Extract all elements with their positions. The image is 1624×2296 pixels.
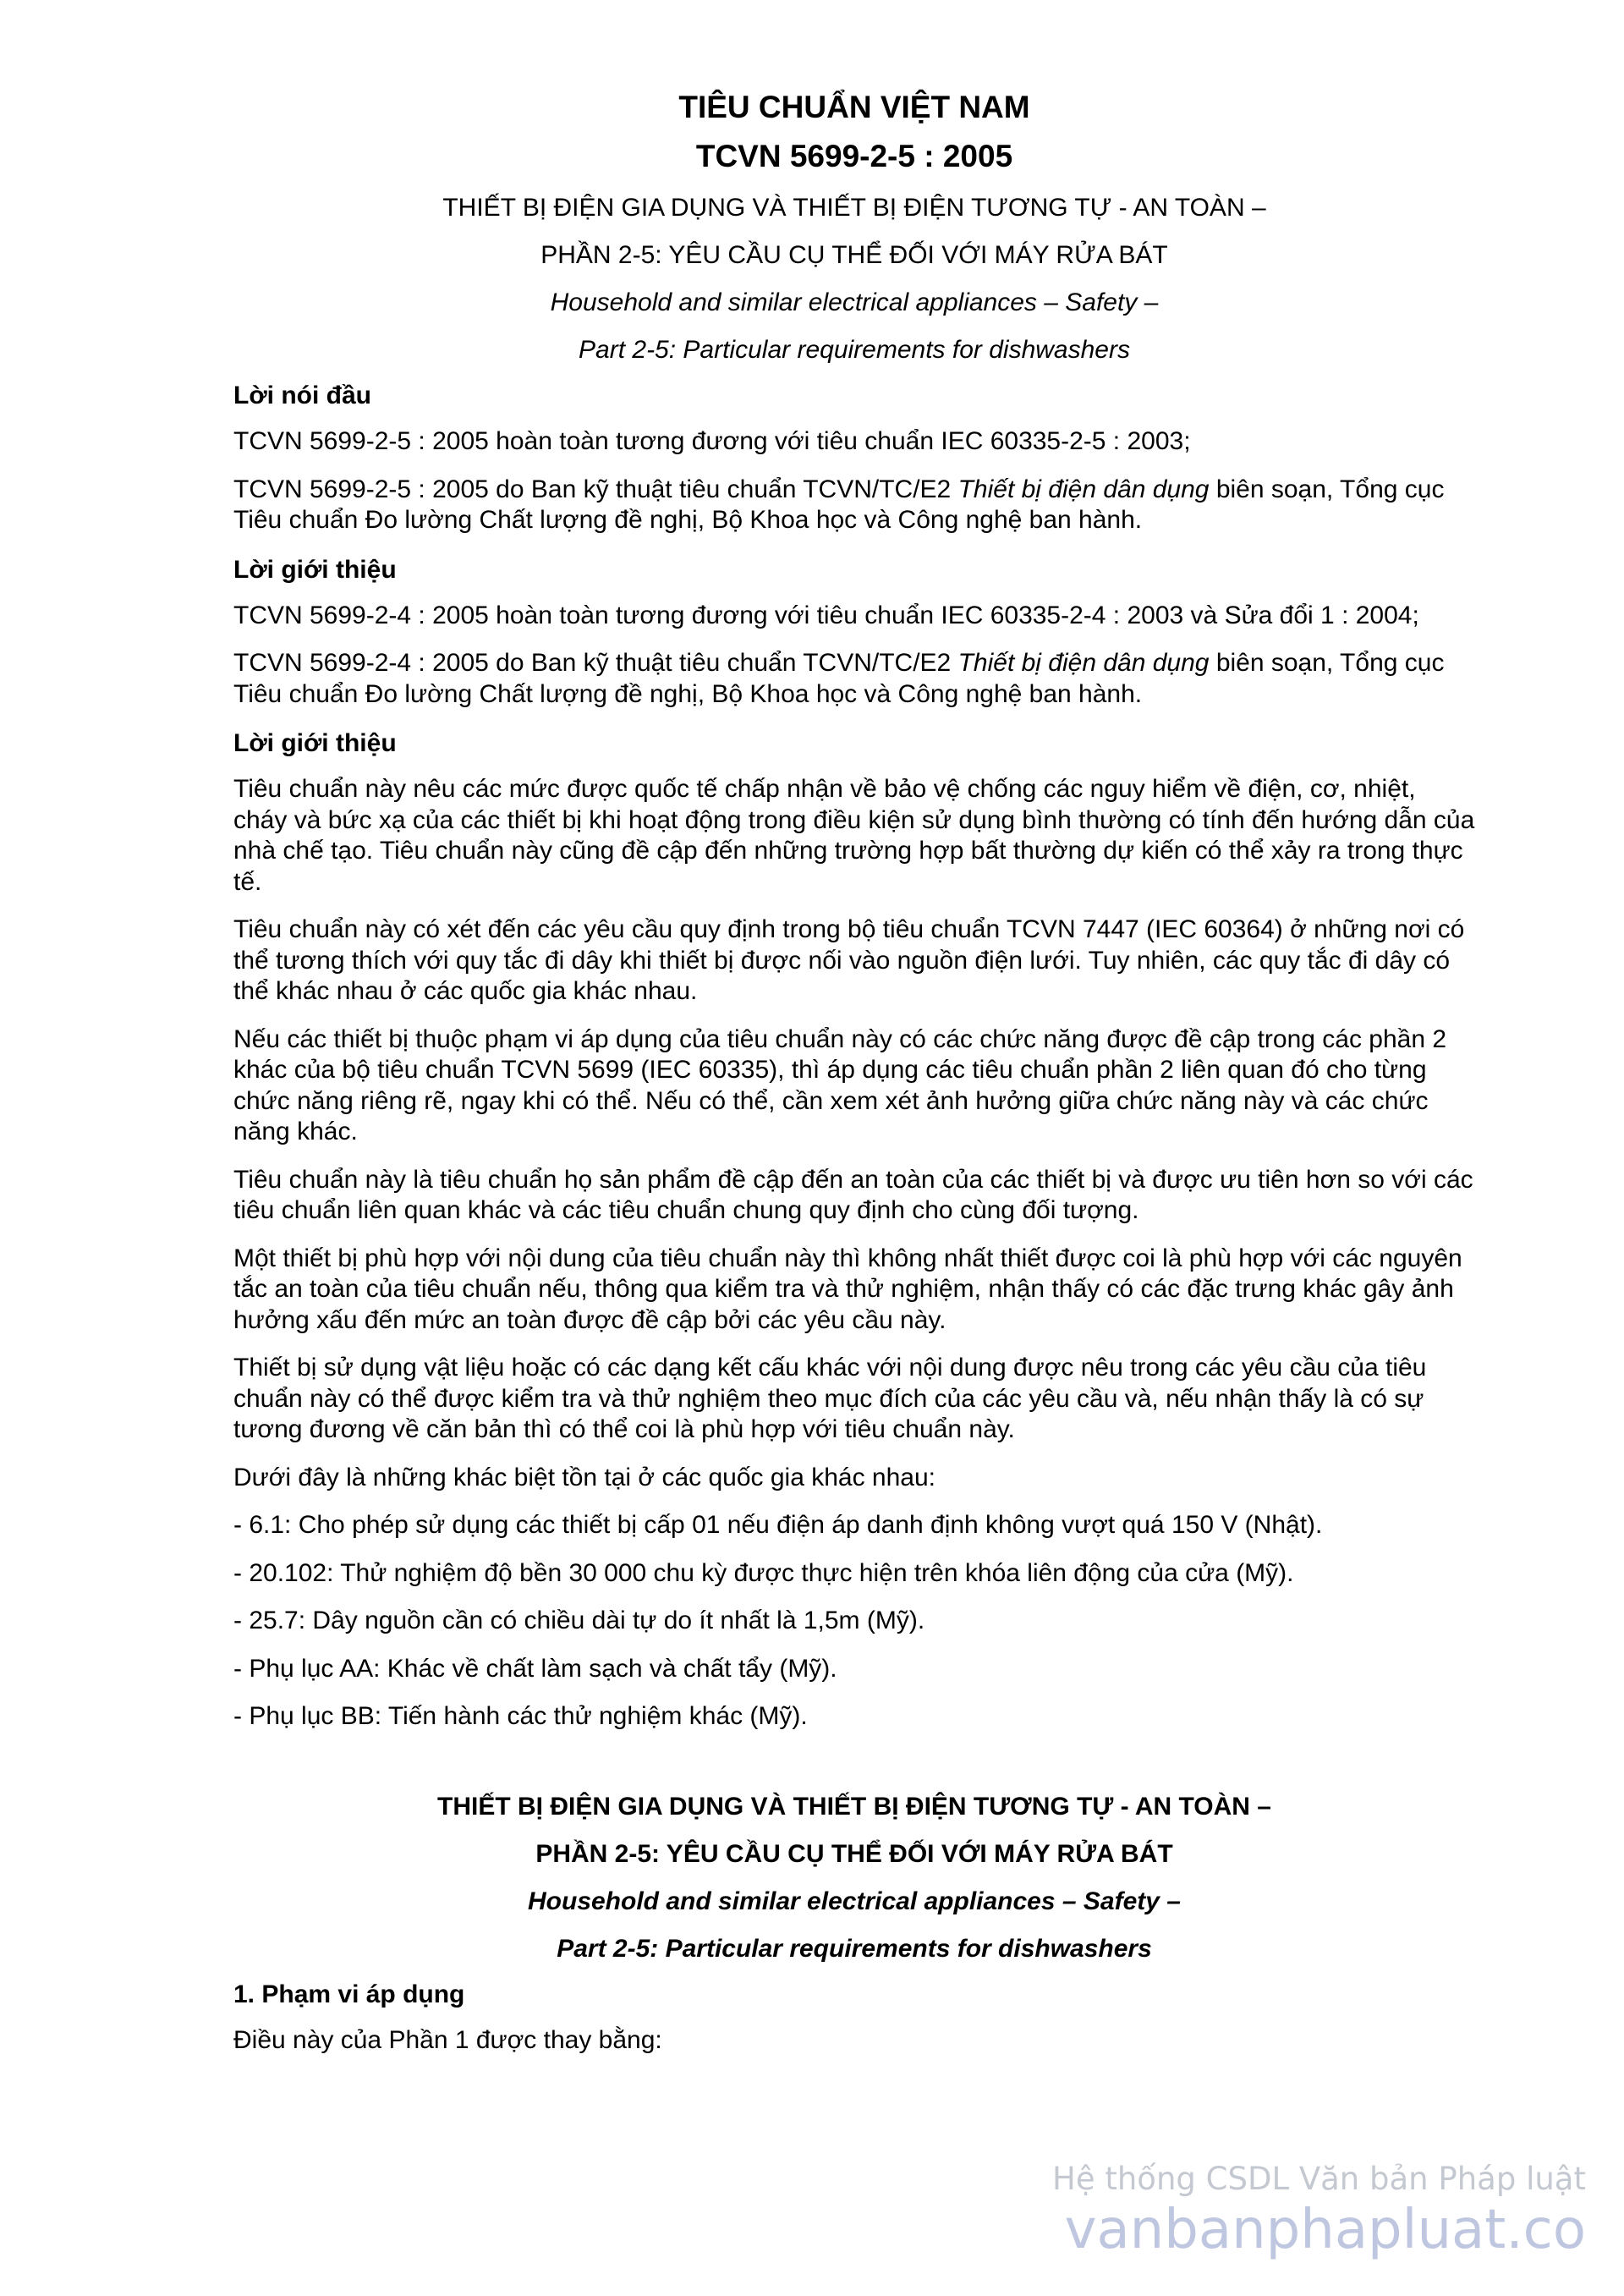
intro1-text-b: biên soạn, Tổng cục Tiêu chuẩn Đo lường Chất lượng đề nghị, Bộ Khoa học và Công nghệ ban hành. [233, 649, 1445, 708]
section-spacer [233, 1749, 1475, 1788]
section-title-en-line1: Household and similar electrical appliances – Safety – [528, 1887, 1181, 1915]
document-number: TCVN 5699-2-5 : 2005 [695, 139, 1013, 173]
document-title: TIÊU CHUẨN VIỆT NAM [678, 90, 1030, 124]
watermark-caption: Hệ thống CSDL Văn bản Pháp luật [1052, 2161, 1586, 2197]
national-difference-item: - Phụ lục AA: Khác về chất làm sạch và chất tẩy (Mỹ). [233, 1654, 837, 1683]
intro2-paragraph: Tiêu chuẩn này nêu các mức được quốc tế chấp nhận về bảo vệ chống các nguy hiểm về điện, cơ, nhiệt, cháy và bức xạ của các thiết bị khi hoạt động trong điều kiện sử dụng bình thường có tính đến hướng dẫn của nhà chế tạo. Tiêu chuẩn này cũng đề cập đến những trường hợp bất thường dự kiến có thể xảy ra trong thực tế. [233, 775, 1475, 896]
scope-paragraph: Điều này của Phần 1 được thay bằng: [233, 2025, 662, 2054]
en-subtitle-line1: Household and similar electrical appliances – Safety – [550, 288, 1159, 316]
intro2-heading: Lời giới thiệu [233, 729, 397, 757]
intro2-paragraph: Một thiết bị phù hợp với nội dung của tiêu chuẩn này thì không nhất thiết được coi là phù hợp với các nguyên tắc an toàn của tiêu chuẩn nếu, thông qua kiểm tra và thử nghiệm, nhận thấy có các đặc trưng khác gây ảnh hưởng xấu đến mức an toàn được đề cập bởi các yêu cầu này. [233, 1244, 1462, 1334]
en-subtitle-line2: Part 2-5: Particular requirements for dishwashers [579, 336, 1130, 364]
foreword-committee-name: Thiết bị điện dân dụng [957, 475, 1210, 503]
foreword-paragraph-1: TCVN 5699-2-5 : 2005 hoàn toàn tương đương với tiêu chuẩn IEC 60335-2-5 : 2003; [233, 427, 1191, 455]
foreword-paragraph-2 [233, 475, 1475, 536]
scope-heading: 1. Phạm vi áp dụng [233, 1980, 465, 2008]
section-title-vn-line1: THIẾT BỊ ĐIỆN GIA DỤNG VÀ THIẾT BỊ ĐIỆN TƯƠNG TỰ - AN TOÀN – [437, 1792, 1271, 1821]
document-page [233, 88, 1475, 2073]
intro2-paragraph: Tiêu chuẩn này có xét đến các yêu cầu quy định trong bộ tiêu chuẩn TCVN 7447 (IEC 60364) ở những nơi có thể tương thích với quy tắc đi dây khi thiết bị được nối vào nguồn điện lưới. Tuy nhiên, các quy tắc đi dây có thể khác nhau ở các quốc gia khác nhau. [233, 915, 1465, 1005]
section-title-vn-line2: PHẦN 2-5: YÊU CẦU CỤ THỂ ĐỐI VỚI MÁY RỬA BÁT [535, 1839, 1173, 1868]
national-difference-item: - 6.1: Cho phép sử dụng các thiết bị cấp 01 nếu điện áp danh định không vượt quá 150 V (Nhật). [233, 1511, 1323, 1539]
intro1-heading: Lời giới thiệu [233, 555, 397, 584]
intro1-paragraph-2 [233, 648, 1475, 710]
intro2-paragraph: Nếu các thiết bị thuộc phạm vi áp dụng của tiêu chuẩn này có các chức năng được đề cập trong các phần 2 khác của bộ tiêu chuẩn TCVN 5699 (IEC 60335), thì áp dụng các tiêu chuẩn phần 2 liên quan đó cho từng chức năng riêng rẽ, ngay khi có thể. Nếu có thể, cần xem xét ảnh hưởng giữa chức năng này và các chức năng khác. [233, 1024, 1447, 1145]
intro1-paragraph-1: TCVN 5699-2-4 : 2005 hoàn toàn tương đương với tiêu chuẩn IEC 60335-2-4 : 2003 và Sửa đổi 1 : 2004; [233, 601, 1419, 629]
foreword-text-a: TCVN 5699-2-5 : 2005 do Ban kỹ thuật tiêu chuẩn TCVN/TC/E2 [233, 475, 958, 503]
watermark [1052, 2159, 1586, 2260]
national-difference-item: - 25.7: Dây nguồn cần có chiều dài tự do ít nhất là 1,5m (Mỹ). [233, 1607, 925, 1634]
vn-subtitle-line1: THIẾT BỊ ĐIỆN GIA DỤNG VÀ THIẾT BỊ ĐIỆN TƯƠNG TỰ - AN TOÀN – [442, 194, 1266, 222]
watermark-site-name: vanbanphapluat.co [1064, 2199, 1586, 2261]
foreword-text-b: biên soạn, Tổng cục Tiêu chuẩn Đo lường Chất lượng đề nghị, Bộ Khoa học và Công nghệ ban hành. [233, 475, 1445, 534]
intro2-paragraph: Dưới đây là những khác biệt tồn tại ở các quốc gia khác nhau: [233, 1463, 935, 1491]
intro1-committee-name: Thiết bị điện dân dụng [957, 649, 1210, 677]
section-title-en-line2: Part 2-5: Particular requirements for dishwashers [557, 1934, 1152, 1963]
intro1-text-a: TCVN 5699-2-4 : 2005 do Ban kỹ thuật tiêu chuẩn TCVN/TC/E2 [233, 649, 958, 677]
foreword-heading: Lời nói đầu [233, 382, 371, 409]
intro2-paragraph: Tiêu chuẩn này là tiêu chuẩn họ sản phẩm đề cập đến an toàn của các thiết bị và được ưu tiên hơn so với các tiêu chuẩn liên quan khác và các tiêu chuẩn chung quy định cho cùng đối tượng. [233, 1165, 1473, 1224]
vn-subtitle-line2: PHẦN 2-5: YÊU CẦU CỤ THỂ ĐỐI VỚI MÁY RỬA BÁT [540, 241, 1168, 269]
national-difference-item: - Phụ lục BB: Tiến hành các thử nghiệm khác (Mỹ). [233, 1702, 808, 1730]
national-difference-item: - 20.102: Thử nghiệm độ bền 30 000 chu kỳ được thực hiện trên khóa liên động của cửa (Mỹ). [233, 1558, 1294, 1587]
intro2-paragraph: Thiết bị sử dụng vật liệu hoặc có các dạng kết cấu khác với nội dung được nêu trong các yêu cầu của tiêu chuẩn này có thể được kiểm tra và thử nghiệm theo mục đích của các yêu cầu và, nếu nhận thấy là có sự tương đương về căn bản thì có thể coi là phù hợp với tiêu chuẩn này. [233, 1354, 1427, 1443]
